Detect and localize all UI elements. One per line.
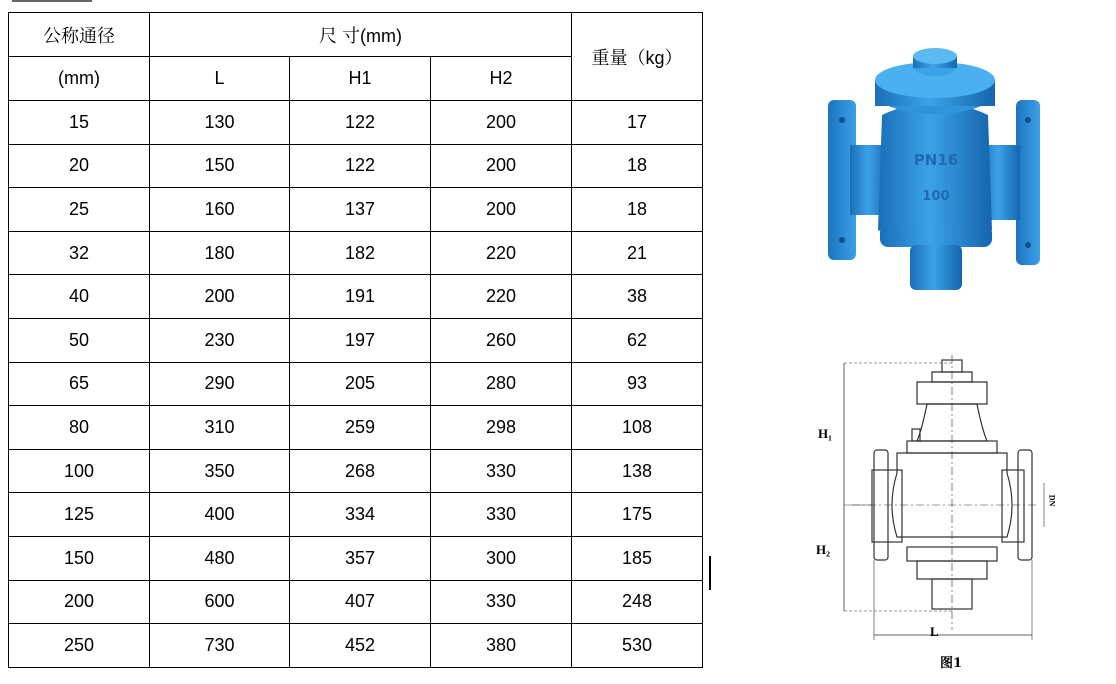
cell-h1: 334 — [290, 493, 431, 537]
cell-h1: 407 — [290, 580, 431, 624]
cell-h2: 220 — [431, 275, 572, 319]
cell-weight: 248 — [572, 580, 703, 624]
cell-nominal-diameter: 80 — [9, 406, 150, 450]
drawing-label-h2: H₂ — [816, 542, 831, 557]
table-body — [9, 101, 703, 668]
cell-h2: 200 — [431, 101, 572, 145]
table-row — [9, 449, 703, 493]
cell-nominal-diameter: 125 — [9, 493, 150, 537]
table-row — [9, 536, 703, 580]
cell-nominal-diameter: 40 — [9, 275, 150, 319]
cell-nominal-diameter: 50 — [9, 318, 150, 362]
header-dimension-group: 尺 寸(mm) — [150, 13, 572, 57]
cell-l: 400 — [150, 493, 290, 537]
cell-h2: 330 — [431, 580, 572, 624]
table-row — [9, 493, 703, 537]
valve-photo — [820, 30, 1050, 300]
cell-h2: 298 — [431, 406, 572, 450]
cell-weight: 138 — [572, 449, 703, 493]
figure-caption: 图1 — [940, 656, 963, 671]
cell-weight: 62 — [572, 318, 703, 362]
cell-l: 600 — [150, 580, 290, 624]
drawing-label-l: L — [930, 624, 939, 639]
header-nominal-line1: 公称通径 — [9, 13, 150, 57]
cell-h2: 280 — [431, 362, 572, 406]
table-row — [9, 362, 703, 406]
cell-nominal-diameter: 250 — [9, 624, 150, 668]
cell-h2: 260 — [431, 318, 572, 362]
text-cursor — [709, 556, 711, 590]
cell-weight: 18 — [572, 188, 703, 232]
cell-l: 200 — [150, 275, 290, 319]
cell-weight: 38 — [572, 275, 703, 319]
table-row — [9, 318, 703, 362]
table-row — [9, 624, 703, 668]
cell-nominal-diameter: 100 — [9, 449, 150, 493]
cell-h1: 452 — [290, 624, 431, 668]
cell-h1: 182 — [290, 231, 431, 275]
cell-weight: 93 — [572, 362, 703, 406]
cell-weight: 108 — [572, 406, 703, 450]
drawing-label-dn: DN — [1047, 494, 1057, 507]
cell-h2: 220 — [431, 231, 572, 275]
cell-h1: 357 — [290, 536, 431, 580]
cell-nominal-diameter: 32 — [9, 231, 150, 275]
header-col-h1: H1 — [290, 57, 431, 101]
photo-marking-dn: 100 — [922, 189, 950, 204]
cell-l: 150 — [150, 144, 290, 188]
header-col-h2: H2 — [431, 57, 572, 101]
clipped-heading-fragment — [12, 0, 92, 6]
photo-marking-pn: PN16 — [913, 151, 959, 169]
valve-dimension-table — [8, 12, 703, 668]
cell-l: 130 — [150, 101, 290, 145]
cell-l: 310 — [150, 406, 290, 450]
cell-h1: 137 — [290, 188, 431, 232]
cell-h2: 200 — [431, 188, 572, 232]
cell-weight: 17 — [572, 101, 703, 145]
table-row — [9, 275, 703, 319]
cell-l: 290 — [150, 362, 290, 406]
cell-weight: 530 — [572, 624, 703, 668]
cell-nominal-diameter: 150 — [9, 536, 150, 580]
cell-weight: 18 — [572, 144, 703, 188]
cell-h1: 122 — [290, 101, 431, 145]
cell-h2: 330 — [431, 493, 572, 537]
cell-l: 180 — [150, 231, 290, 275]
header-weight: 重量（kg） — [572, 13, 703, 101]
cell-h1: 205 — [290, 362, 431, 406]
cell-l: 230 — [150, 318, 290, 362]
cell-h1: 191 — [290, 275, 431, 319]
table-row — [9, 101, 703, 145]
cell-l: 160 — [150, 188, 290, 232]
cell-nominal-diameter: 25 — [9, 188, 150, 232]
cell-h1: 259 — [290, 406, 431, 450]
cell-h1: 197 — [290, 318, 431, 362]
cell-h1: 268 — [290, 449, 431, 493]
cell-nominal-diameter: 200 — [9, 580, 150, 624]
table-row — [9, 580, 703, 624]
cell-weight: 175 — [572, 493, 703, 537]
cell-l: 730 — [150, 624, 290, 668]
cell-nominal-diameter: 20 — [9, 144, 150, 188]
table-row — [9, 188, 703, 232]
table-row — [9, 406, 703, 450]
cell-nominal-diameter: 65 — [9, 362, 150, 406]
cell-nominal-diameter: 15 — [9, 101, 150, 145]
cell-weight: 185 — [572, 536, 703, 580]
header-nominal-line2: (mm) — [9, 57, 150, 101]
cell-weight: 21 — [572, 231, 703, 275]
cell-h2: 200 — [431, 144, 572, 188]
cell-h2: 380 — [431, 624, 572, 668]
cell-l: 480 — [150, 536, 290, 580]
valve-technical-drawing — [812, 355, 1052, 655]
cell-l: 350 — [150, 449, 290, 493]
cell-h2: 330 — [431, 449, 572, 493]
drawing-label-h1: H₁ — [818, 426, 833, 441]
cell-h2: 300 — [431, 536, 572, 580]
cell-h1: 122 — [290, 144, 431, 188]
header-col-l: L — [150, 57, 290, 101]
table-row — [9, 231, 703, 275]
table-row — [9, 144, 703, 188]
